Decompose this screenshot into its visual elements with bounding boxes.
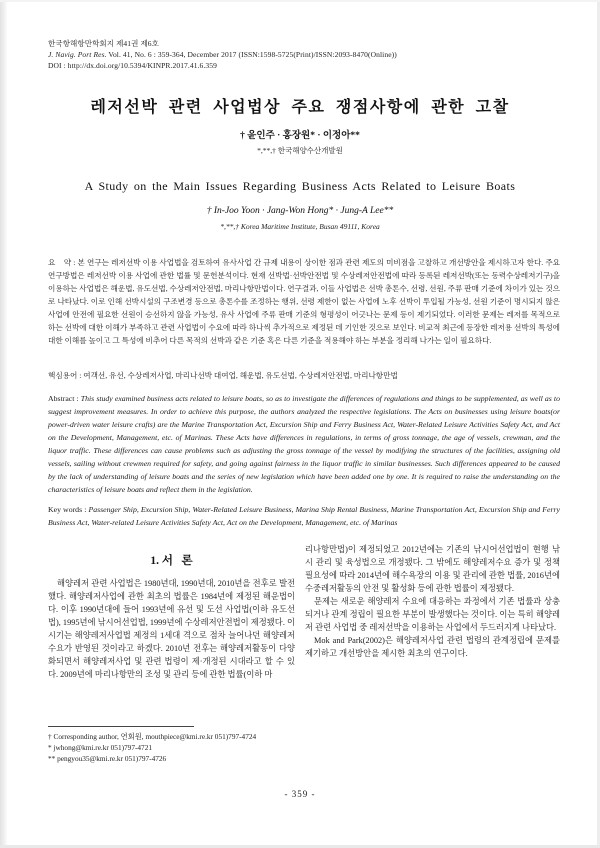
intro-paragraph-3: Mok and Park(2002)은 해양레저사업 관련 법령의 관계정립에 문제를 제기하고 개선방안을 제시한 최초의 연구이다. [305, 636, 560, 658]
authors-english: † In-Joo Yoon · Jang-Won Hong* · Jung-A Lee** [206, 206, 394, 216]
intro-paragraph-2: 문제는 새로운 해양레저 수요에 대응하는 과정에서 기존 법률과 상충되거나 관계 정립이 필요한 부분이 발생했다는 것이다. 이는 특히 해양레저 관련 사업법 중 레저선박을 이용하는 사업에서 두드러지게 나타났다. [305, 597, 560, 632]
footnote-divider [48, 726, 194, 727]
abstract-english-label: Abstract : [48, 394, 81, 403]
page-number: - 359 - [284, 789, 316, 799]
footnote-author-1-email: * jwhong@kmi.re.kr 051)797-4721 [48, 743, 152, 752]
footnote-corresponding-author: † Corresponding author, 연회원, mouthpiece@kmi.re.kr 051)797-4724 [48, 732, 257, 741]
article-title-english: A Study on the Main Issues Regarding Business Acts Related to Leisure Boats [84, 179, 516, 193]
journal-abbreviation: J. Navig. Port Res. [48, 50, 107, 59]
keywords-korean [48, 370, 560, 382]
affiliation-english: *,**,† Korea Maritime Institute, Busan 49111, Korea [220, 222, 380, 231]
intro-paragraph-1-continued: 리나항만법)이 제정되었고 2012년에는 기존의 낚시어선업법이 현행 낚시 관리 및 육성법으로 개정됐다. 그 밖에도 해양레저수요 증가 및 정책 필요성에 따라 2014년에 해수욕장의 이용 및 관리에 관한 법률, 2016년에 수중레저활동의 안전 및 활성화 등에 관한 법률이 제정됐다. [305, 545, 560, 593]
abstract-english-body: This study examined business acts related to leisure boats, so as to investigate the differences of regulations and things to be supplemented, as well as to suggest improvement measures. In order to achieve this purpose, the authors analyzed the respective legislations. The Acts on businesses using leisure boats(or power-driven water leisure crafts) are the Marine Transportation Act, Excursion Ship and Ferry Business Act, Water-Related Leisure Activities Safety Act, and Act on the Development, Management, etc. of Marinas. These Acts have differences in regulations, in terms of gross tonnage, the age of vessels, crewman, and the liquor traffic. These differences can cause problems such as adjusting the gross tonnage of the vessel by modifying the structures of the facilities, assigning old vessels, sailing without crewmen required for safety, and going against fairness in the liquor traffic in similar businesses. Such differences appeared to be caused by the lack of understanding of leisure boats and the series of new legislation which have been added one by one. It is required to raise the understanding on the characteristics of leisure boats and reflect them in the legislation. [48, 394, 560, 494]
footnote-author-2-email: ** pengyou35@kmi.re.kr 051)797-4726 [48, 754, 167, 763]
section-1-heading: 1. 서 론 [150, 555, 193, 567]
footnotes-block [48, 731, 348, 764]
body-column-left [48, 577, 295, 681]
journal-citation-line [48, 49, 397, 60]
abstract-korean [48, 256, 560, 347]
scan-edge-top [0, 0, 600, 2]
abstract-korean-body: 본 연구는 레저선박 이용 사업법을 검토하여 유사사업 간 규제 내용이 상이한 점과 관련 제도의 미비점을 고찰하고 개선방안을 제시하고자 한다. 주요 연구방법은 레저선박 이용 사업에 관한 법률 및 문헌분석이다. 현재 선박법·선박안전법 및 수상레저안전법에 따라 등록된 레저선박(또는 동력수상레저기구)을 이용하는 사업법은 해운법, 유도선법, 수상레저안전법, 마리나항만법이다. 연구결과, 이들 사업법은 선박 총톤수, 선령, 선원, 주류 판매 기준에 차이가 있는 것으로 나타났다. 이로 인해 선박시설의 구조변경 등으로 총톤수를 조정하는 행위, 선령 제한이 없는 사업에 노후 선박이 투입될 가능성, 선원 기준이 명시되지 않은 사업에 안전에 필요한 선원이 승선하지 않을 가능성, 유사 사업에 주류 판매 기준의 형평성이 어긋나는 문제 등이 제기되었다. 이러한 문제는 레저를 목적으로 하는 선박에 대한 이해가 부족하고 관련 사업법이 수요에 따라 하나씩 추가적으로 제정된 데 기인한 것으로 보인다. 비교적 최근에 등장한 레저용 선박의 특성에 대한 이해를 높이고 그 특성에 비추어 다른 목적의 선박과 같은 기준 혹은 다른 기준을 적용해야 하는 부분을 정리해 나가는 일이 필요하다. [48, 258, 560, 345]
keywords-english-label: Key words : [48, 505, 89, 514]
keywords-english [48, 503, 560, 529]
intro-paragraph-1: 해양레저 관련 사업법은 1980년대, 1990년대, 2010년을 전후로 발전했다. 해양레저사업에 관한 최초의 법률은 1984년에 제정된 해운법이다. 이후 1990년대에 들어 1993년에 유선 및 도선 사업법(이하 유도선법), 1995년에 낚시어선업법, 1999년에 수상레저안전법이 제정됐다. 이 시기는 해양레저사업법 제정의 1세대 격으로 점차 늘어나던 해양레저 수요가 반영된 것이라고 하겠다. 2010년 전후는 해양레저활동이 다양화되면서 해양레저사업 및 관련 법령이 제·개정된 시대라고 할 수 있다. 2009년에 마리나항만의 조성 및 관리 등에 관한 법률(이하 마 [48, 579, 295, 679]
authors-korean: † 윤인주 · 홍장원* · 이정아** [240, 131, 360, 141]
keywords-korean-body: 여객선, 유선, 수상레저사업, 마리나선박 대여업, 해운법, 유도선법, 수상레저안전법, 마리나항만법 [83, 371, 398, 380]
journal-masthead [48, 38, 397, 71]
doi-line: DOI : http://dx.doi.org/10.5394/KINPR.2017.41.6.359 [48, 61, 217, 70]
abstract-korean-label: 요 약 : [48, 258, 78, 267]
journal-name-korean: 한국항해항만학회지 제41권 제6호 [48, 39, 159, 48]
affiliation-korean: *,**,† 한국해양수산개발원 [257, 146, 343, 155]
journal-volume-issue: Vol. 41, No. 6 : 359-364, December 2017 (ISSN:1598-5725(Print)/ISSN:2093-8470(Online)) [106, 50, 397, 59]
article-title-korean: 레저선박 관련 사업법상 주요 쟁점사항에 관한 고찰 [90, 99, 510, 116]
abstract-english [48, 392, 560, 496]
keywords-korean-label: 핵심용어 : [48, 371, 84, 380]
keywords-english-body: Passenger Ship, Excursion Ship, Water-Related Leisure Business, Marina Ship Rental Business, Marine Transportation Act, Excursion Ship and Ferry Business Act, Water-related Leisure Activities Safety Act, Act on the Development, Management, etc. of Marinas [48, 505, 561, 527]
body-column-right [305, 543, 560, 660]
